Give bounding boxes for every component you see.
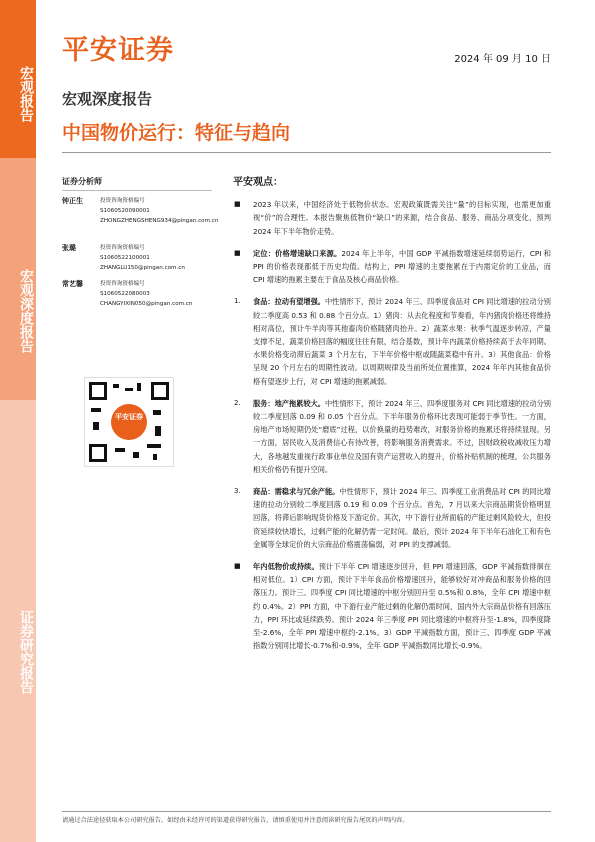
point-lead: 定位：价格增速缺口来源。 <box>253 248 342 258</box>
sidebar-tab-research: 证券研究报告 <box>0 400 36 842</box>
analyst-id: S1060522080003 <box>100 291 150 297</box>
point-paragraph <box>233 397 551 476</box>
qr-finder <box>89 444 107 462</box>
bullet-marker: ■ <box>234 562 241 571</box>
point-paragraph <box>233 295 551 387</box>
analyst-name: 常艺馨 <box>62 280 83 288</box>
qr-module <box>113 384 119 388</box>
sidebar-tab-macro-deep: 宏观深度报告 <box>0 158 36 400</box>
bullet-marker: 1. <box>234 297 241 306</box>
header-divider <box>62 152 551 153</box>
qr-code[interactable] <box>84 377 174 467</box>
point-lead: 服务：地产拖累较大。 <box>253 398 325 408</box>
point-text: 2023 年以来，中国经济处于低物价状态。宏观政策既需关注“量”的目标实现，也需更加重视“价”的合理性。本报告聚焦低物价“缺口”的来源，结合食品、服务、商品分项变化，预判 2024 年下半年物价走势。 <box>253 200 551 236</box>
qr-module <box>115 448 125 452</box>
report-type: 宏观深度报告 <box>62 90 153 108</box>
analyst-name: 张璐 <box>62 244 76 252</box>
key-points <box>233 176 551 662</box>
qr-module <box>147 444 161 448</box>
qr-finder <box>151 382 169 400</box>
qr-module <box>137 383 141 391</box>
analyst-id: S1060522100001 <box>100 255 150 261</box>
qr-module <box>153 454 157 460</box>
point-paragraph <box>233 485 551 551</box>
bullet-marker: 3. <box>234 487 241 496</box>
point-text: 中性情形下，预计 2024 年三、四季度食品对 CPI 同比增速的拉动分别较二季度高 0.53 和 0.88 个百分点。1）猪肉：从去化程度和节奏看，年内猪肉价格还将维持相对高位，预计牛羊肉等其他畜肉价格随猪肉抬升。2）蔬菜水果：秋季气温逐步转凉，产量支撑不足，蔬菜价格回落的幅度往往有限，结合基数，预计年内蔬菜价格持续高于去年同期。水果价格变动滞后蔬菜 3 个月左右，下半年价格中枢或随蔬菜稳中有升。3）其他食品：价格呈现 20 个月左右的周期性波动。以周期规律及当前所处位置推算，2024 年年内其他食品价格有望逐步上行，对 CPI 增速的拖累减弱。 <box>253 297 551 386</box>
qr-module <box>91 408 101 412</box>
analyst-name: 钟正生 <box>62 197 83 205</box>
point-text: 中性情形下，预计 2024 年三、四季度工业消费品对 CPI 的同比增速的拉动分别较二季度回落 0.19 和 0.09 个百分点。首先，7 月以来大宗商品期货价格明显回落，将滞后影响现货价格及下游定价。其次，中下游行业所面临的产能过剩风险较大，但投资延续较快增长，过剩产能的化解仍需一定时间。最后，预计 2024 年下半年石油化工和有色金属等全球定价的大宗商品价格震荡偏弱，对 PPI 的支撑减弱。 <box>253 487 551 549</box>
bullet-marker: ■ <box>234 248 241 257</box>
point-lead: 年内低物价或持续。 <box>253 562 319 572</box>
footer-divider <box>62 811 551 812</box>
qr-module <box>133 452 139 458</box>
analyst-email[interactable]: CHANGYIXIN050@pingan.com.cn <box>100 301 193 307</box>
analyst-role: 投资咨询资格编号 <box>100 281 145 287</box>
report-title: 中国物价运行：特征与趋向 <box>62 122 291 144</box>
qr-module <box>155 426 161 436</box>
analyst-heading: 证券分析师 <box>62 177 102 186</box>
point-text: 中性情形下，预计 2024 年三、四季度服务对 CPI 同比增速的拉动分别较二季度回落 0.09 和 0.05 个百分点。下半年服务价格环比表现可能弱于季节性。一方面，房地产市场短期仍处“磨底”过程，以价换量的趋势难改，对服务价格的拖累还将持续显现。另一方面，居民收入及消费信心有待改善，将影响服务消费需求。不过，因财政税收减收压力增大，各地越发重视行政事业单位及国有资产运营收入的提升，价格补贴机制的梳理，公共服务相关价格仍有提升空间。 <box>253 398 551 474</box>
point-paragraph <box>233 560 551 652</box>
analyst-divider <box>62 190 212 191</box>
analyst-role: 投资咨询资格编号 <box>100 245 145 251</box>
qr-module <box>125 388 133 391</box>
point-lead: 商品：需稳求与冗余产能。 <box>253 487 340 497</box>
analyst-email[interactable]: ZHANGLU150@pingan.com.cn <box>100 265 185 271</box>
bullet-marker: ■ <box>234 200 241 209</box>
qr-module <box>93 422 99 430</box>
point-paragraph <box>233 198 551 238</box>
analyst-id: S1060520090001 <box>100 208 150 214</box>
point-text: 2024 年上半年，中国 GDP 平减指数增速延续弱势运行，CPI 和 PPI 的价格表现都低于历史均值。结构上，PPI 增速的主要拖累在于内需定价的工业品，而 CPI 增速的拖累主要在于食品及核心商品价格。 <box>253 248 551 285</box>
qr-finder <box>89 382 107 400</box>
qr-module <box>153 410 161 415</box>
point-lead: 食品：拉动有望增强。 <box>253 297 325 307</box>
sidebar-tab-macro: 宏观报告 <box>0 0 36 158</box>
company-logo: 平安证券 <box>62 35 174 66</box>
footer-disclaimer: 请通过合法途径获取本公司研究报告，如经由未经许可的渠道获得研究报告，请慎重使用并注意阅读研究报告尾页的声明内容。 <box>62 817 409 824</box>
bullet-marker: 2. <box>234 398 241 407</box>
analyst-role: 投资咨询资格编号 <box>100 198 145 204</box>
analyst-email[interactable]: ZHONGZHENGSHENG934@pingan.com.cn <box>100 218 219 224</box>
key-points-title: 平安观点： <box>233 177 283 188</box>
point-text: 预计下半年 CPI 增速逐步回升，但 PPI 增速回落，GDP 平减指数徘徊在相对低位。1）CPI 方面，预计下半年食品价格增速回升，能够较好对冲商品和服务价格的回落压力。预计三、四季度 CPI 同比增速的中枢分别回升至 0.5%和 0.8%，全年 CPI 增速中枢约 0.4%。2）PPI 方面，中下游行业产能过剩的化解仍需时间，国内外大宗商品价格有回落压力，PPI 环比或延续跌势。预计 2024 年三季度 PPI 同比增速的中枢将升至-1.8%，四季度降至-2.6%，全年 PPI 增速中枢约-2.1%。3）GDP 平减指数方面，预计三、四季度 GDP 平减指数分别同比增长-0.7%和-0.9%，全年 GDP 平减指数同比增长-0.9%。 <box>253 562 551 651</box>
qr-logo: 平安证券 <box>111 404 147 440</box>
point-paragraph <box>233 247 551 287</box>
report-date: 2024 年 09 月 10 日 <box>454 54 551 65</box>
